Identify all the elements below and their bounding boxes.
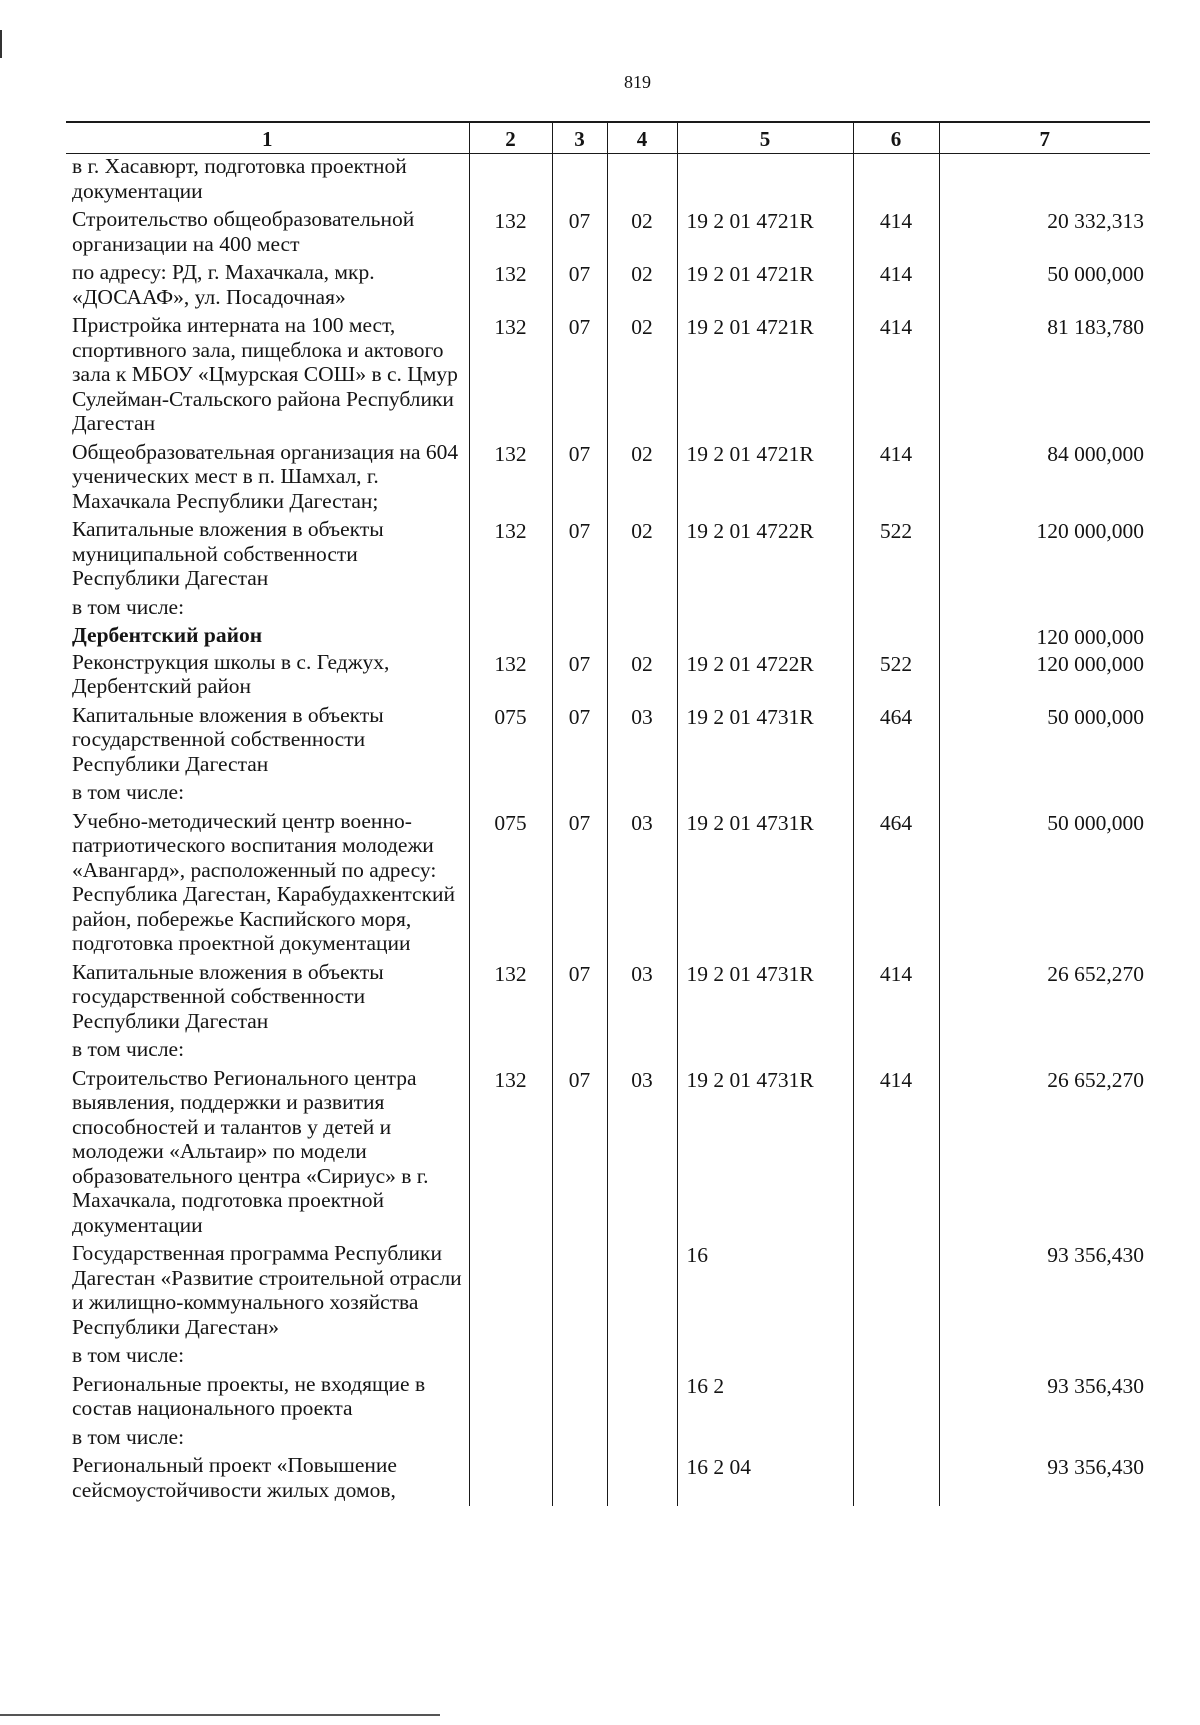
row-description: в том числе: xyxy=(72,594,185,619)
row-amount: 26 652,270 xyxy=(939,1066,1150,1242)
scan-bottom-rule xyxy=(0,1714,440,1716)
row-target-article: 19 2 01 4721R xyxy=(677,260,853,313)
budget-table xyxy=(66,121,1150,1506)
row-expense-type xyxy=(853,1241,939,1343)
row-ministry-code: 132 xyxy=(469,517,552,595)
row-description: Пристройка интерната на 100 мест, спортивного зала, пищеблока и актового зала к МБОУ «Цмурская СОШ» в с. Цмур Сулейман-Стальского района Республики Дагестан xyxy=(72,313,458,435)
row-description: Капитальные вложения в объекты муниципальной собственности Республики Дагестан xyxy=(72,517,384,590)
row-section-code: 07 xyxy=(552,703,607,781)
row-section-code xyxy=(552,154,607,208)
table-row xyxy=(66,595,1150,624)
row-ministry-code xyxy=(469,1037,552,1066)
row-ministry-code xyxy=(469,1241,552,1343)
row-section-code: 07 xyxy=(552,207,607,260)
row-target-article: 16 2 xyxy=(677,1372,853,1425)
row-section-code: 07 xyxy=(552,960,607,1038)
row-description: в том числе: xyxy=(72,1037,185,1061)
table-row xyxy=(66,623,1150,650)
row-section-code xyxy=(552,1453,607,1506)
row-ministry-code: 132 xyxy=(469,440,552,518)
row-section-code: 07 xyxy=(552,313,607,440)
row-target-article xyxy=(677,1343,853,1372)
row-subsection-code xyxy=(607,595,677,624)
row-amount: 93 356,430 xyxy=(939,1372,1150,1425)
table-row xyxy=(66,703,1150,781)
row-expense-type: 414 xyxy=(853,960,939,1038)
row-section-code xyxy=(552,1241,607,1343)
row-expense-type: 464 xyxy=(853,703,939,781)
row-subsection-code: 03 xyxy=(607,960,677,1038)
row-expense-type: 414 xyxy=(853,1066,939,1242)
row-target-article: 19 2 01 4731R xyxy=(677,703,853,781)
row-description: Капитальные вложения в объекты государственной собственности Республики Дагестан xyxy=(72,959,384,1033)
row-amount: 120 000,000 xyxy=(939,650,1150,703)
column-header: 1 xyxy=(66,122,469,154)
table-row xyxy=(66,960,1150,1038)
table-row xyxy=(66,1453,1150,1506)
row-subsection-code: 03 xyxy=(607,1066,677,1242)
row-ministry-code xyxy=(469,1372,552,1425)
row-target-article xyxy=(677,780,853,809)
row-expense-type xyxy=(853,1372,939,1425)
row-description: в г. Хасавюрт, подготовка проектной документации xyxy=(72,154,407,203)
row-section-code: 07 xyxy=(552,650,607,703)
row-expense-type: 414 xyxy=(853,260,939,313)
row-amount: 50 000,000 xyxy=(939,703,1150,781)
row-ministry-code xyxy=(469,154,552,208)
row-ministry-code: 075 xyxy=(469,809,552,960)
table-row xyxy=(66,154,1150,208)
row-expense-type xyxy=(853,154,939,208)
row-amount: 50 000,000 xyxy=(939,809,1150,960)
row-target-article: 19 2 01 4721R xyxy=(677,207,853,260)
row-subsection-code xyxy=(607,623,677,650)
row-subsection-code: 02 xyxy=(607,517,677,595)
table-row xyxy=(66,780,1150,809)
row-description: Региональные проекты, не входящие в состав национального проекта xyxy=(72,1371,426,1420)
row-amount xyxy=(939,1037,1150,1066)
table-row xyxy=(66,809,1150,960)
row-amount xyxy=(939,780,1150,809)
row-section-code: 07 xyxy=(552,260,607,313)
page-number: 819 xyxy=(624,72,651,92)
row-ministry-code: 132 xyxy=(469,313,552,440)
row-target-article: 19 2 01 4722R xyxy=(677,650,853,703)
table-body xyxy=(66,154,1150,1507)
row-amount xyxy=(939,1425,1150,1454)
column-header: 4 xyxy=(607,122,677,154)
row-expense-type: 414 xyxy=(853,313,939,440)
table-row xyxy=(66,1066,1150,1242)
row-amount: 84 000,000 xyxy=(939,440,1150,518)
row-subsection-code: 03 xyxy=(607,703,677,781)
row-ministry-code: 132 xyxy=(469,650,552,703)
column-header: 5 xyxy=(677,122,853,154)
row-target-article: 19 2 01 4731R xyxy=(677,1066,853,1242)
row-description: в том числе: xyxy=(72,780,185,804)
row-section-code: 07 xyxy=(552,1066,607,1242)
row-ministry-code: 132 xyxy=(469,960,552,1038)
row-amount: 120 000,000 xyxy=(939,623,1150,650)
row-expense-type: 522 xyxy=(853,517,939,595)
column-header: 7 xyxy=(939,122,1150,154)
row-subsection-code: 02 xyxy=(607,313,677,440)
table-row xyxy=(66,313,1150,440)
row-section-code: 07 xyxy=(552,440,607,518)
row-subsection-code: 02 xyxy=(607,440,677,518)
row-section-code xyxy=(552,595,607,624)
table-row xyxy=(66,260,1150,313)
row-target-article xyxy=(677,595,853,624)
table-row xyxy=(66,1343,1150,1372)
row-section-code xyxy=(552,1037,607,1066)
row-expense-type: 414 xyxy=(853,207,939,260)
row-ministry-code: 132 xyxy=(469,207,552,260)
row-ministry-code: 075 xyxy=(469,703,552,781)
row-description: по адресу: РД, г. Махачкала, мкр. «ДОСААФ», ул. Посадочная» xyxy=(72,260,375,309)
row-ministry-code xyxy=(469,780,552,809)
row-section-code: 07 xyxy=(552,809,607,960)
row-amount xyxy=(939,1343,1150,1372)
row-target-article: 16 xyxy=(677,1241,853,1343)
column-header: 6 xyxy=(853,122,939,154)
row-description: Реконструкция школы в с. Геджух, Дербентский район xyxy=(72,649,390,698)
row-target-article: 16 2 04 xyxy=(677,1453,853,1506)
row-amount: 93 356,430 xyxy=(939,1453,1150,1506)
row-amount: 50 000,000 xyxy=(939,260,1150,313)
row-expense-type xyxy=(853,1453,939,1506)
row-ministry-code: 132 xyxy=(469,1066,552,1242)
row-subsection-code xyxy=(607,1037,677,1066)
table-row xyxy=(66,1037,1150,1066)
row-ministry-code xyxy=(469,623,552,650)
row-subsection-code xyxy=(607,1372,677,1425)
row-amount: 26 652,270 xyxy=(939,960,1150,1038)
row-target-article xyxy=(677,1037,853,1066)
table-row xyxy=(66,517,1150,595)
row-ministry-code xyxy=(469,1343,552,1372)
row-expense-type xyxy=(853,1343,939,1372)
row-target-article: 19 2 01 4721R xyxy=(677,313,853,440)
row-subsection-code xyxy=(607,154,677,208)
row-target-article: 19 2 01 4721R xyxy=(677,440,853,518)
table-row xyxy=(66,650,1150,703)
row-ministry-code: 132 xyxy=(469,260,552,313)
row-target-article xyxy=(677,623,853,650)
row-target-article xyxy=(677,1425,853,1454)
row-section-code xyxy=(552,1425,607,1454)
row-description: Строительство Регионального центра выявления, поддержки и развития способностей и талантов у детей и молодежи «Альтаир» по модели образовательного центра «Сириус» в г. Махачкала, подготовка проектной документации xyxy=(72,1065,429,1237)
row-description: Учебно-методический центр военно-патриотического воспитания молодежи «Авангард», расположенный по адресу: Республика Дагестан, Карабудахкентский район, побережье Каспийского моря, подготовка проектной документации xyxy=(72,808,456,955)
row-expense-type xyxy=(853,623,939,650)
row-expense-type xyxy=(853,1037,939,1066)
row-description: Региональный проект «Повышение сейсмоустойчивости жилых домов, xyxy=(72,1453,397,1502)
row-ministry-code xyxy=(469,595,552,624)
row-amount: 20 332,313 xyxy=(939,207,1150,260)
table-header-row xyxy=(66,122,1150,154)
column-header: 2 xyxy=(469,122,552,154)
table-row xyxy=(66,1425,1150,1454)
row-ministry-code xyxy=(469,1425,552,1454)
row-subsection-code: 02 xyxy=(607,260,677,313)
row-target-article xyxy=(677,154,853,208)
row-amount: 120 000,000 xyxy=(939,517,1150,595)
row-expense-type xyxy=(853,1425,939,1454)
table-row xyxy=(66,1241,1150,1343)
table-row xyxy=(66,207,1150,260)
column-header: 3 xyxy=(552,122,607,154)
table-row xyxy=(66,440,1150,518)
row-ministry-code xyxy=(469,1453,552,1506)
row-expense-type: 522 xyxy=(853,650,939,703)
row-subsection-code xyxy=(607,1343,677,1372)
row-target-article: 19 2 01 4731R xyxy=(677,809,853,960)
row-subsection-code: 03 xyxy=(607,809,677,960)
row-expense-type: 414 xyxy=(853,440,939,518)
table-row xyxy=(66,1372,1150,1425)
row-section-code xyxy=(552,1343,607,1372)
row-expense-type xyxy=(853,780,939,809)
row-description: Государственная программа Республики Дагестан «Развитие строительной отрасли и жилищно-коммунального хозяйства Республики Дагестан» xyxy=(72,1241,462,1339)
row-description: Общеобразовательная организация на 604 ученических мест в п. Шамхал, г. Махачкала Республики Дагестан; xyxy=(72,439,459,513)
row-expense-type: 464 xyxy=(853,809,939,960)
row-section-code xyxy=(552,1372,607,1425)
row-target-article: 19 2 01 4731R xyxy=(677,960,853,1038)
row-subsection-code: 02 xyxy=(607,207,677,260)
row-subsection-code: 02 xyxy=(607,650,677,703)
row-section-code: 07 xyxy=(552,517,607,595)
row-section-code xyxy=(552,780,607,809)
row-amount xyxy=(939,595,1150,624)
row-subsection-code xyxy=(607,1425,677,1454)
row-subsection-code xyxy=(607,780,677,809)
row-subsection-code xyxy=(607,1453,677,1506)
row-expense-type xyxy=(853,595,939,624)
row-amount xyxy=(939,154,1150,208)
row-section-code xyxy=(552,623,607,650)
row-description: Капитальные вложения в объекты государственной собственности Республики Дагестан xyxy=(72,702,384,776)
row-description: Дербентский район xyxy=(72,623,263,647)
row-subsection-code xyxy=(607,1241,677,1343)
row-description: Строительство общеобразовательной организации на 400 мест xyxy=(72,207,415,256)
row-description: в том числе: xyxy=(72,1343,185,1367)
row-description: в том числе: xyxy=(72,1424,185,1449)
scan-edge-mark xyxy=(0,30,2,58)
row-amount: 93 356,430 xyxy=(939,1241,1150,1343)
row-amount: 81 183,780 xyxy=(939,313,1150,440)
row-target-article: 19 2 01 4722R xyxy=(677,517,853,595)
